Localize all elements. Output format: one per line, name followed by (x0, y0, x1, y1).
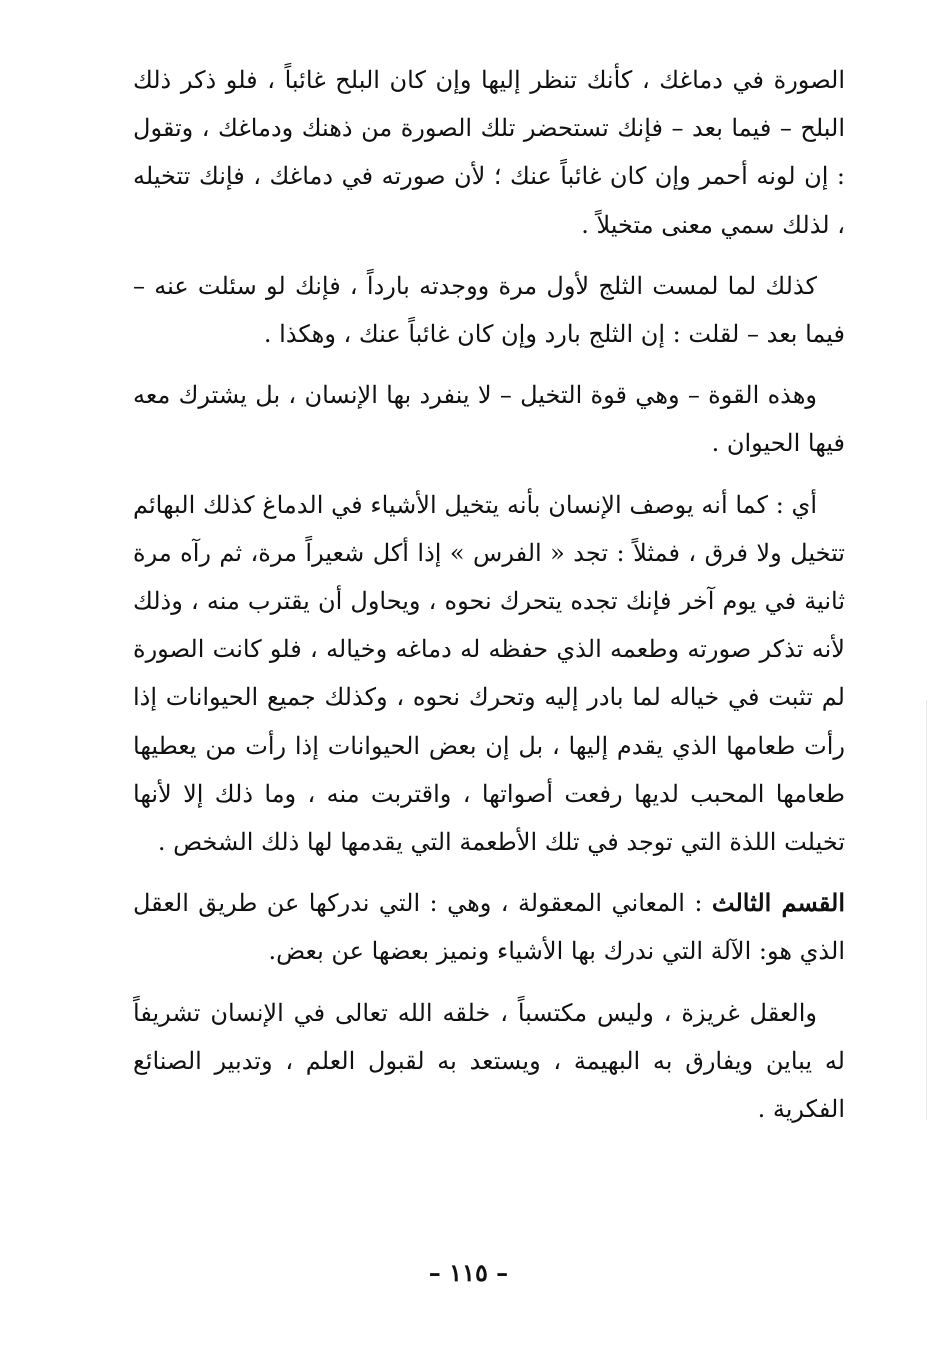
section-three-text: : المعاني المعقولة ، وهي : التي ندركها عن طريق العقل الذي هو: الآلة التي ندرك بها الأشياء ونميز بعضها عن بعض. (133, 889, 845, 966)
paragraph-animals-imagination: أي : كما أنه يوصف الإنسان بأنه يتخيل الأشياء في الدماغ كذلك البهائم تتخيل ولا فرق ، فمثلاً : تجد « الفرس » إذا أكل شعيراً مرة، ثم رآه مرة ثانية في يوم آخر فإنك تجده يتحرك نحوه ، ويحاول أن يقترب منه ، وذلك لأنه تذكر صورته وطعمه الذي حفظه له دماغه وخياله ، فلو كانت الصورة لم تثبت في خياله لما بادر إليه وتحرك نحوه ، وكذلك جميع الحيوانات إذا رأت طعامها الذي يقدم إليها ، بل إن بعض الحيوانات إذا رأت من يعطيها طعامها المحبب لديها رفعت أصواتها ، واقتربت منه ، وما ذلك إلا لأنها تخيلت اللذة التي توجد في تلك الأطعمة التي يقدمها لها ذلك الشخص . (133, 490, 845, 857)
page-edge-rule (926, 700, 927, 1120)
paragraph-snow-example: كذلك لما لمست الثلج لأول مرة ووجدته بارداً ، فإنك لو سئلت عنه – فيما بعد – لقلت : إن الثلج بارد وإن كان غائباً عنك ، وهكذا . (133, 271, 845, 349)
main-text (133, 56, 845, 1146)
paragraph-intellect: والعقل غريزة ، وليس مكتسباً ، خلقه الله تعالى في الإنسان تشريفاً له يباين ويفارق به البهيمة ، ويستعد به لقبول العلم ، وتدبير الصنائع الفكرية . (133, 998, 845, 1124)
section-three-heading: القسم الثالث (711, 888, 845, 918)
paragraph-imagination-faculty: وهذه القوة – وهي قوة التخيل – لا ينفرد بها الإنسان ، بل يشترك معه فيها الحيوان . (133, 381, 845, 458)
paragraph-section-three (133, 879, 845, 975)
page-number: – ١١٥ – (428, 1258, 509, 1287)
paragraph-imagined-image: الصورة في دماغك ، كأنك تنظر إليها وإن كان البلح غائباً ، فلو ذكر ذلك البلح – فيما بعد – فإنك تستحضر تلك الصورة من ذهنك ودماغك ، وتقول : إن لونه أحمر وإن كان غائباً عنك ؛ لأن صورته في دماغك ، فإنك تتخيله ، لذلك سمي معنى متخيلاً . (133, 66, 845, 239)
